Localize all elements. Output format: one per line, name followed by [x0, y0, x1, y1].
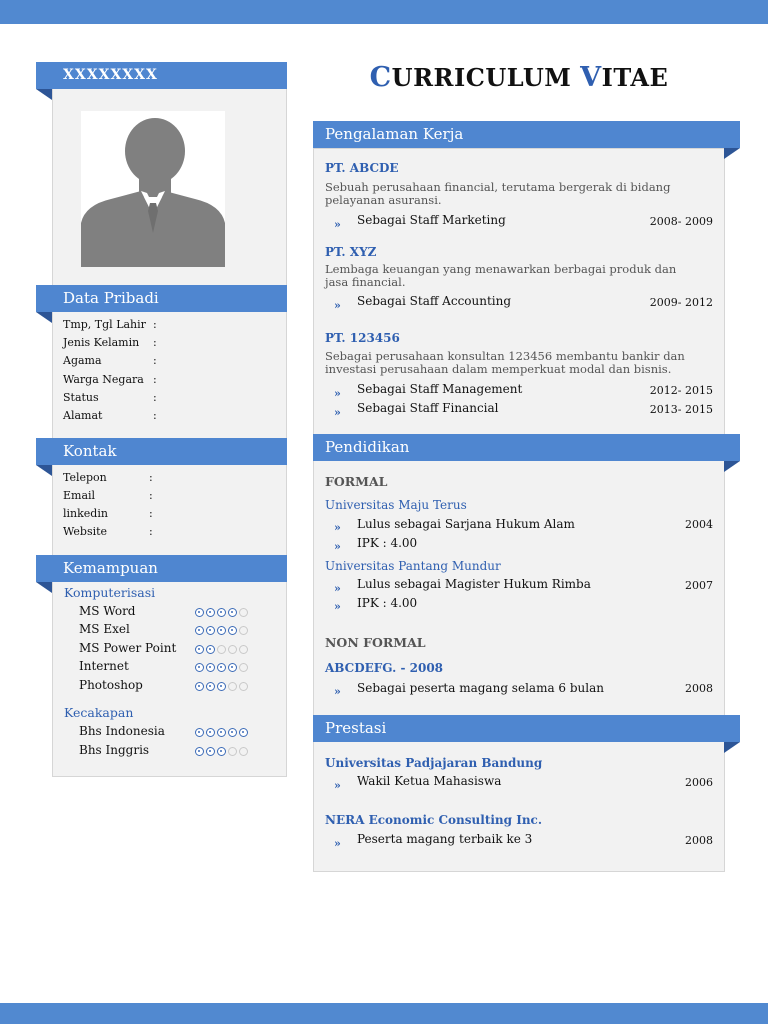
komputerisasi-label: Komputerisasi — [64, 585, 156, 600]
field-colon: : — [149, 471, 153, 484]
rating-dot-filled-icon — [206, 608, 215, 617]
rating-dot-filled-icon — [217, 608, 226, 617]
rating-dot-empty-icon — [217, 645, 226, 654]
profile-photo — [81, 111, 225, 267]
bottom-accent-bar — [0, 1003, 768, 1024]
pengalaman-title: Pengalaman Kerja — [325, 125, 464, 143]
rating-dot-filled-icon — [228, 663, 237, 672]
bullet-icon: » — [334, 540, 341, 553]
skill-rating — [195, 747, 248, 756]
education-item: Lulus sebagai Sarjana Hukum Alam — [357, 517, 575, 531]
job-role: Sebagai Staff Financial — [357, 401, 499, 415]
data-pribadi-list — [63, 318, 273, 428]
field-label: Alamat — [63, 409, 103, 422]
rating-dot-empty-icon — [239, 645, 248, 654]
bullet-icon: » — [334, 685, 341, 698]
rating-dot-filled-icon — [195, 645, 204, 654]
rating-dot-filled-icon — [195, 728, 204, 737]
rating-dot-filled-icon — [195, 608, 204, 617]
skill-name: Bhs Indonesia — [79, 724, 165, 738]
person-silhouette-icon — [81, 111, 225, 267]
rating-dot-filled-icon — [206, 747, 215, 756]
bullet-icon: » — [334, 582, 341, 595]
pendidikan-header — [313, 434, 740, 461]
achievement-year: 2008 — [685, 834, 713, 847]
rating-dot-filled-icon — [195, 663, 204, 672]
rating-dot-filled-icon — [206, 728, 215, 737]
skill-name: MS Power Point — [79, 641, 177, 655]
candidate-name: XXXXXXXX — [63, 67, 158, 83]
field-label: Telepon — [63, 471, 107, 484]
skill-rating — [195, 728, 248, 737]
field-label: Jenis Kelamin — [63, 336, 140, 349]
document-title — [314, 62, 724, 93]
rating-dot-filled-icon — [217, 747, 226, 756]
nonformal-label: NON FORMAL — [325, 635, 426, 650]
education-item: Sebagai peserta magang selama 6 bulan — [357, 681, 604, 695]
kemampuan-title: Kemampuan — [63, 559, 158, 577]
data-pribadi-header — [36, 285, 287, 312]
title-word-1: URRICULUM — [391, 63, 581, 92]
field-colon: : — [153, 373, 157, 386]
top-accent-bar — [0, 0, 768, 24]
rating-dot-filled-icon — [206, 663, 215, 672]
field-label: Email — [63, 489, 96, 502]
formal-label: FORMAL — [325, 474, 388, 489]
skill-name: MS Exel — [79, 622, 130, 636]
kemampuan-header — [36, 555, 287, 582]
achievement-year: 2006 — [685, 776, 713, 789]
bullet-icon: » — [334, 299, 341, 312]
kontak-header — [36, 438, 287, 465]
job-role: Sebagai Staff Accounting — [357, 294, 512, 308]
achievement-org: Universitas Padjajaran Bandung — [325, 756, 543, 770]
rating-dot-empty-icon — [228, 682, 237, 691]
skill-name: Internet — [79, 659, 129, 673]
job-role: Sebagai Staff Marketing — [357, 213, 506, 227]
bullet-icon: » — [334, 521, 341, 534]
education-year: 2008 — [685, 682, 713, 695]
field-label: linkedin — [63, 507, 108, 520]
bullet-icon: » — [334, 837, 341, 850]
skill-rating — [195, 645, 248, 654]
field-label: Status — [63, 391, 99, 404]
bullet-icon: » — [334, 779, 341, 792]
job-role: Sebagai Staff Management — [357, 382, 523, 396]
title-initial-c: C — [369, 62, 392, 93]
job-years: 2013- 2015 — [649, 403, 713, 416]
field-colon: : — [149, 507, 153, 520]
achievement-org: NERA Economic Consulting Inc. — [325, 813, 543, 827]
job-years: 2009- 2012 — [649, 296, 713, 309]
field-colon: : — [153, 318, 157, 331]
rating-dot-empty-icon — [239, 626, 248, 635]
rating-dot-filled-icon — [217, 626, 226, 635]
rating-dot-filled-icon — [206, 682, 215, 691]
prestasi-header — [313, 715, 740, 742]
rating-dot-filled-icon — [195, 682, 204, 691]
field-colon: : — [153, 354, 157, 367]
skill-rating — [195, 682, 248, 691]
rating-dot-filled-icon — [228, 626, 237, 635]
rating-dot-filled-icon — [206, 626, 215, 635]
rating-dot-empty-icon — [228, 747, 237, 756]
rating-dot-filled-icon — [217, 728, 226, 737]
rating-dot-empty-icon — [228, 645, 237, 654]
skill-rating — [195, 663, 248, 672]
skill-name: Photoshop — [79, 678, 143, 692]
rating-dot-empty-icon — [239, 608, 248, 617]
field-colon: : — [153, 409, 157, 422]
job-years: 2012- 2015 — [649, 384, 713, 397]
rating-dot-filled-icon — [228, 728, 237, 737]
achievement-text: Wakil Ketua Mahasiswa — [357, 774, 502, 788]
data-pribadi-title: Data Pribadi — [63, 289, 159, 307]
company-name: PT. XYZ — [325, 245, 377, 259]
bullet-icon: » — [334, 218, 341, 231]
school-name: Universitas Pantang Mundur — [325, 559, 501, 573]
rating-dot-filled-icon — [206, 645, 215, 654]
education-year: 2007 — [685, 579, 713, 592]
bullet-icon: » — [334, 387, 341, 400]
education-year: 2004 — [685, 518, 713, 531]
bullet-icon: » — [334, 600, 341, 613]
field-label: Tmp, Tgl Lahir — [63, 318, 146, 331]
kontak-title: Kontak — [63, 442, 117, 460]
rating-dot-filled-icon — [217, 682, 226, 691]
bullet-icon: » — [334, 406, 341, 419]
education-item: IPK : 4.00 — [357, 596, 418, 610]
skill-rating — [195, 608, 248, 617]
rating-dot-filled-icon — [239, 728, 248, 737]
skill-rating — [195, 626, 248, 635]
achievement-text: Peserta magang terbaik ke 3 — [357, 832, 533, 846]
field-colon: : — [153, 391, 157, 404]
course-name: ABCDEFG. - 2008 — [325, 661, 444, 675]
name-ribbon — [36, 62, 287, 89]
title-initial-v: V — [580, 62, 602, 93]
field-colon: : — [153, 336, 157, 349]
school-name: Universitas Maju Terus — [325, 498, 467, 512]
rating-dot-filled-icon — [217, 663, 226, 672]
prestasi-title: Prestasi — [325, 719, 387, 737]
company-description: Sebuah perusahaan financial, terutama bergerak di bidang pelayanan asuransi. — [325, 180, 671, 207]
title-word-2: ITAE — [601, 63, 669, 92]
company-name: PT. ABCDE — [325, 161, 399, 175]
rating-dot-filled-icon — [195, 626, 204, 635]
field-colon: : — [149, 489, 153, 502]
education-item: IPK : 4.00 — [357, 536, 418, 550]
rating-dot-filled-icon — [228, 608, 237, 617]
rating-dot-empty-icon — [239, 663, 248, 672]
kontak-list — [63, 471, 273, 543]
rating-dot-empty-icon — [239, 682, 248, 691]
field-colon: : — [149, 525, 153, 538]
pendidikan-title: Pendidikan — [325, 438, 410, 456]
kecakapan-label: Kecakapan — [64, 705, 134, 720]
job-years: 2008- 2009 — [649, 215, 713, 228]
skill-name: MS Word — [79, 604, 136, 618]
company-name: PT. 123456 — [325, 331, 400, 345]
education-item: Lulus sebagai Magister Hukum Rimba — [357, 577, 591, 591]
field-label: Website — [63, 525, 108, 538]
rating-dot-filled-icon — [195, 747, 204, 756]
rating-dot-empty-icon — [239, 747, 248, 756]
company-description: Sebagai perusahaan konsultan 123456 membantu bankir dan investasi perusahaan dalam memperkuat modal dan bisnis. — [325, 349, 685, 376]
company-description: Lembaga keuangan yang menawarkan berbagai produk dan jasa financial. — [325, 262, 677, 289]
pengalaman-header — [313, 121, 740, 148]
field-label: Agama — [63, 354, 102, 367]
field-label: Warga Negara — [63, 373, 144, 386]
skill-name: Bhs Inggris — [79, 743, 150, 757]
